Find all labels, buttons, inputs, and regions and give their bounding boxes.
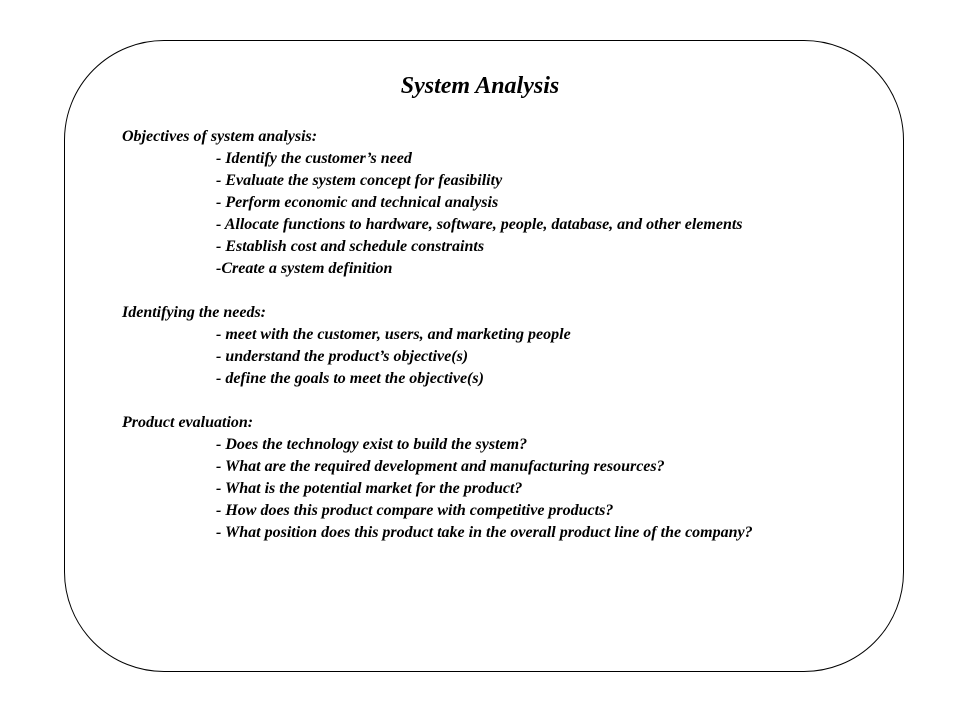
list-item: - What are the required development and manufacturing resources? [216,458,665,475]
list-item: - Allocate functions to hardware, software, people, database, and other elements [216,216,743,233]
list-item: - Identify the customer’s need [216,150,412,167]
section-heading: Product evaluation: [122,414,254,431]
slide-title: System Analysis [400,73,560,99]
list-item: - What is the potential market for the product? [216,480,523,497]
section-heading: Objectives of system analysis: [122,128,318,145]
slide-content [122,126,882,566]
list-item: - define the goals to meet the objective(s) [216,370,484,387]
list-item: - What position does this product take in the overall product line of the company? [216,524,753,541]
list-item: - meet with the customer, users, and marketing people [216,326,571,343]
list-item: - Perform economic and technical analysis [216,194,499,211]
list-item: -Create a system definition [216,260,393,277]
list-item: - understand the product’s objective(s) [216,348,469,365]
list-item: - Establish cost and schedule constraints [216,238,485,255]
section-product-evaluation [122,412,882,544]
list-item: - How does this product compare with competitive products? [216,502,614,519]
section-objectives [122,126,882,280]
list-item: - Does the technology exist to build the system? [216,436,528,453]
section-heading: Identifying the needs: [122,304,266,321]
bullet-list [122,324,882,390]
bullet-list [122,434,882,544]
bullet-list [122,148,882,280]
list-item: - Evaluate the system concept for feasibility [216,172,503,189]
section-identifying-needs [122,302,882,390]
